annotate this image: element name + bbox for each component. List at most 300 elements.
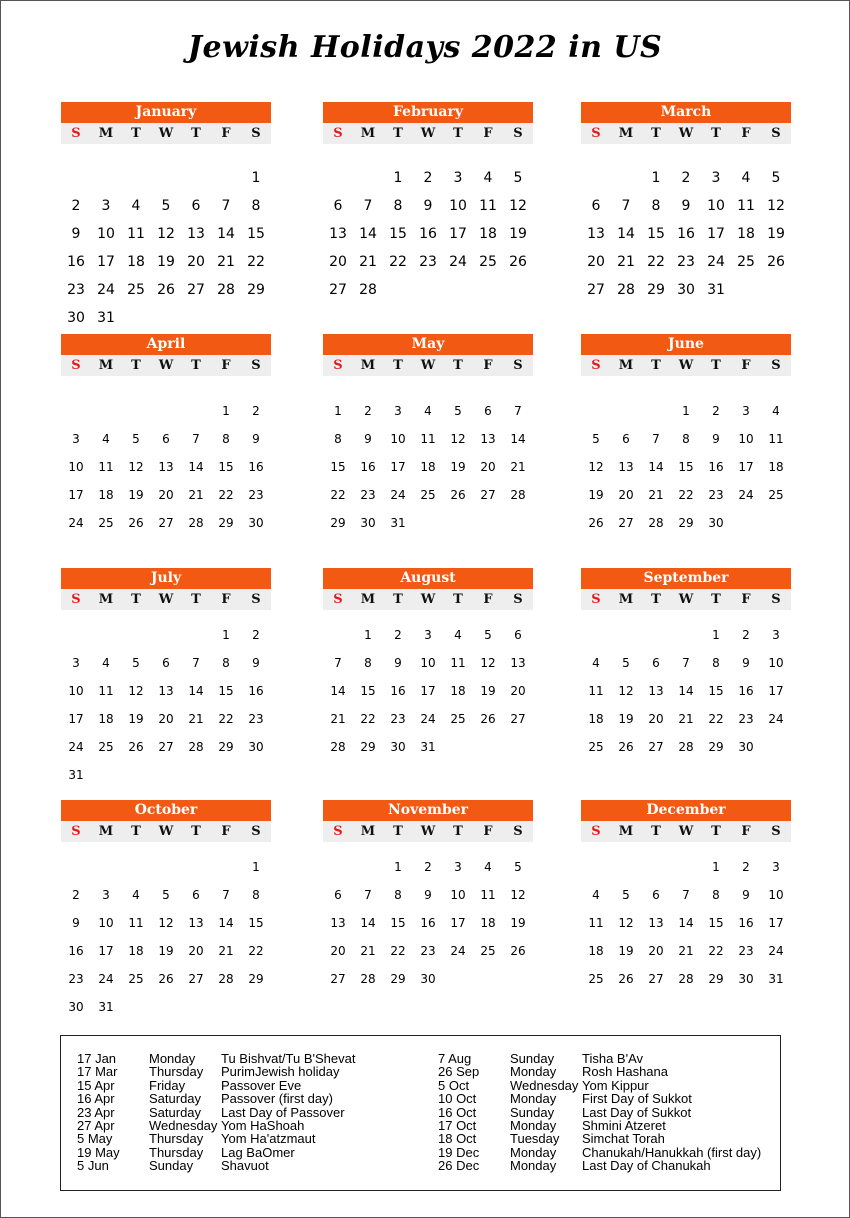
day-cell: 7 bbox=[682, 656, 690, 670]
day-cell: 22 bbox=[389, 254, 407, 270]
day-cell: 8 bbox=[393, 198, 403, 214]
day-cell: 16 bbox=[677, 226, 695, 242]
day-cell: 18 bbox=[588, 944, 604, 958]
day-cell: 10 bbox=[390, 432, 406, 446]
day-cell: 9 bbox=[742, 888, 750, 902]
holiday-name: Tisha B'Av bbox=[582, 1051, 644, 1066]
day-cell: 22 bbox=[218, 712, 234, 726]
day-cell: 3 bbox=[454, 860, 462, 874]
day-cell: 1 bbox=[364, 628, 372, 642]
day-cell: 22 bbox=[247, 254, 265, 270]
day-cell: 9 bbox=[364, 432, 372, 446]
day-cell: 6 bbox=[652, 888, 660, 902]
holiday-date: 18 Oct bbox=[438, 1131, 477, 1147]
day-cell: 26 bbox=[480, 712, 496, 726]
weekday-label: F bbox=[741, 358, 751, 373]
holiday-date: 17 Mar bbox=[77, 1064, 118, 1080]
day-cell: 6 bbox=[191, 198, 201, 214]
weekday-label: S bbox=[771, 358, 781, 373]
day-cell: 15 bbox=[389, 226, 407, 242]
month-header: December bbox=[581, 800, 791, 821]
month-june bbox=[581, 334, 791, 537]
weekday-label: T bbox=[131, 592, 141, 607]
day-cell: 7 bbox=[364, 888, 372, 902]
day-cell: 27 bbox=[158, 740, 174, 754]
day-cell: 17 bbox=[707, 226, 725, 242]
holiday-name: Passover Eve bbox=[221, 1077, 302, 1093]
day-cell: 14 bbox=[648, 460, 664, 474]
day-cell: 2 bbox=[424, 860, 432, 874]
day-cell: 25 bbox=[128, 972, 144, 986]
day-cell: 12 bbox=[767, 198, 785, 214]
day-cell: 24 bbox=[768, 944, 784, 958]
day-cell: 6 bbox=[192, 888, 200, 902]
day-cell: 19 bbox=[450, 460, 466, 474]
empty-cell bbox=[671, 621, 701, 649]
month-header: March bbox=[581, 102, 791, 123]
day-cell: 20 bbox=[330, 944, 346, 958]
day-cell: 18 bbox=[420, 460, 436, 474]
empty-cell bbox=[353, 164, 383, 192]
day-cell: 26 bbox=[618, 972, 634, 986]
day-cell: 23 bbox=[248, 712, 264, 726]
day-cell: 7 bbox=[682, 888, 690, 902]
weekday-label: M bbox=[618, 592, 634, 607]
weekday-label: F bbox=[741, 824, 751, 839]
day-cell: 10 bbox=[768, 888, 784, 902]
day-cell: 3 bbox=[711, 170, 721, 186]
day-cell: 31 bbox=[68, 768, 84, 782]
day-grid bbox=[581, 621, 791, 761]
day-cell: 4 bbox=[424, 404, 432, 418]
empty-cell bbox=[323, 853, 353, 881]
weekday-row bbox=[581, 589, 791, 610]
empty-cell bbox=[611, 164, 641, 192]
holiday-name: Yom Kippur bbox=[582, 1077, 649, 1093]
day-cell: 12 bbox=[480, 656, 496, 670]
weekday-label: T bbox=[711, 824, 721, 839]
weekday-label: F bbox=[483, 592, 493, 607]
weekday-row bbox=[61, 355, 271, 376]
day-cell: 14 bbox=[359, 226, 377, 242]
day-cell: 28 bbox=[359, 282, 377, 298]
month-header: January bbox=[61, 102, 271, 123]
weekday-label: S bbox=[513, 592, 523, 607]
day-cell: 24 bbox=[707, 254, 725, 270]
weekday-label: S bbox=[591, 592, 601, 607]
day-cell: 30 bbox=[390, 740, 406, 754]
empty-cell bbox=[151, 164, 181, 192]
weekday-label: M bbox=[618, 126, 634, 141]
day-cell: 11 bbox=[737, 198, 755, 214]
day-cell: 4 bbox=[592, 888, 600, 902]
day-cell: 26 bbox=[588, 516, 604, 530]
weekday-label: T bbox=[393, 358, 403, 373]
holiday-day: Friday bbox=[149, 1077, 186, 1093]
day-cell: 4 bbox=[483, 170, 493, 186]
day-cell: 11 bbox=[420, 432, 436, 446]
weekday-label: T bbox=[651, 592, 661, 607]
empty-cell bbox=[91, 397, 121, 425]
day-cell: 4 bbox=[454, 628, 462, 642]
day-cell: 2 bbox=[252, 628, 260, 642]
day-cell: 8 bbox=[651, 198, 661, 214]
weekday-label: S bbox=[333, 824, 343, 839]
day-cell: 10 bbox=[97, 226, 115, 242]
empty-cell bbox=[323, 164, 353, 192]
day-cell: 11 bbox=[98, 460, 114, 474]
day-cell: 27 bbox=[158, 516, 174, 530]
weekday-row bbox=[581, 821, 791, 842]
empty-cell bbox=[91, 621, 121, 649]
day-cell: 22 bbox=[248, 944, 264, 958]
day-cell: 5 bbox=[771, 170, 781, 186]
day-cell: 7 bbox=[363, 198, 373, 214]
day-cell: 15 bbox=[247, 226, 265, 242]
day-cell: 31 bbox=[707, 282, 725, 298]
day-cell: 17 bbox=[738, 460, 754, 474]
month-header: October bbox=[61, 800, 271, 821]
weekday-label: T bbox=[191, 126, 201, 141]
day-cell: 8 bbox=[222, 656, 230, 670]
weekday-label: W bbox=[678, 126, 694, 141]
holiday-name: Yom HaShoah bbox=[221, 1117, 305, 1133]
weekday-label: M bbox=[360, 592, 376, 607]
day-cell: 22 bbox=[390, 944, 406, 958]
day-cell: 22 bbox=[360, 712, 376, 726]
holiday-name: Shavuot bbox=[221, 1158, 269, 1174]
weekday-label: F bbox=[221, 126, 231, 141]
day-cell: 7 bbox=[192, 432, 200, 446]
day-cell: 21 bbox=[217, 254, 235, 270]
weekday-row bbox=[323, 821, 533, 842]
day-grid bbox=[323, 164, 533, 304]
weekday-label: S bbox=[591, 824, 601, 839]
day-cell: 8 bbox=[252, 888, 260, 902]
weekday-label: S bbox=[513, 824, 523, 839]
day-cell: 14 bbox=[188, 460, 204, 474]
day-cell: 30 bbox=[708, 516, 724, 530]
weekday-label: F bbox=[221, 358, 231, 373]
month-january bbox=[61, 102, 271, 332]
day-cell: 23 bbox=[360, 488, 376, 502]
holiday-day: Sunday bbox=[149, 1158, 194, 1174]
empty-cell bbox=[611, 621, 641, 649]
day-cell: 6 bbox=[162, 656, 170, 670]
day-cell: 18 bbox=[98, 488, 114, 502]
weekday-label: M bbox=[98, 126, 114, 141]
empty-cell bbox=[353, 853, 383, 881]
day-cell: 18 bbox=[128, 944, 144, 958]
month-july bbox=[61, 568, 271, 789]
empty-cell bbox=[641, 853, 671, 881]
day-cell: 23 bbox=[738, 712, 754, 726]
weekday-label: S bbox=[771, 592, 781, 607]
month-header: July bbox=[61, 568, 271, 589]
weekday-label: S bbox=[513, 126, 523, 141]
weekday-row bbox=[581, 355, 791, 376]
day-cell: 10 bbox=[68, 460, 84, 474]
empty-cell bbox=[581, 621, 611, 649]
day-cell: 13 bbox=[329, 226, 347, 242]
weekday-label: S bbox=[251, 126, 261, 141]
day-cell: 10 bbox=[449, 198, 467, 214]
day-cell: 20 bbox=[158, 712, 174, 726]
day-cell: 31 bbox=[390, 516, 406, 530]
month-september bbox=[581, 568, 791, 761]
month-october bbox=[61, 800, 271, 1021]
day-cell: 4 bbox=[131, 198, 141, 214]
holiday-date: 5 Jun bbox=[77, 1158, 109, 1174]
weekday-label: W bbox=[678, 592, 694, 607]
day-cell: 19 bbox=[618, 944, 634, 958]
holiday-date: 5 Oct bbox=[438, 1077, 470, 1093]
day-cell: 5 bbox=[484, 628, 492, 642]
day-cell: 13 bbox=[480, 432, 496, 446]
day-cell: 4 bbox=[741, 170, 751, 186]
day-cell: 27 bbox=[480, 488, 496, 502]
holiday-name: Shmini Atzeret bbox=[582, 1117, 666, 1133]
day-cell: 19 bbox=[588, 488, 604, 502]
holiday-date: 26 Dec bbox=[438, 1158, 480, 1174]
month-december bbox=[581, 800, 791, 993]
holiday-name: Lag BaOmer bbox=[221, 1144, 295, 1160]
holiday-date: 17 Oct bbox=[438, 1117, 477, 1133]
day-cell: 30 bbox=[248, 740, 264, 754]
day-cell: 29 bbox=[708, 740, 724, 754]
empty-cell bbox=[611, 397, 641, 425]
holiday-name: Last Day of Passover bbox=[221, 1104, 345, 1120]
day-cell: 17 bbox=[420, 684, 436, 698]
month-header: November bbox=[323, 800, 533, 821]
day-cell: 31 bbox=[98, 1000, 114, 1014]
day-cell: 3 bbox=[72, 656, 80, 670]
day-cell: 24 bbox=[449, 254, 467, 270]
day-cell: 9 bbox=[394, 656, 402, 670]
day-cell: 10 bbox=[738, 432, 754, 446]
day-cell: 24 bbox=[738, 488, 754, 502]
day-cell: 26 bbox=[157, 282, 175, 298]
day-cell: 21 bbox=[218, 944, 234, 958]
holiday-name: Chanukah/Hanukkah (first day) bbox=[582, 1144, 762, 1160]
weekday-label: S bbox=[251, 824, 261, 839]
day-cell: 8 bbox=[251, 198, 261, 214]
weekday-label: M bbox=[360, 126, 376, 141]
day-grid bbox=[581, 397, 791, 537]
weekday-label: T bbox=[393, 592, 403, 607]
day-cell: 25 bbox=[127, 282, 145, 298]
day-cell: 15 bbox=[678, 460, 694, 474]
day-cell: 30 bbox=[248, 516, 264, 530]
day-cell: 5 bbox=[514, 860, 522, 874]
day-cell: 14 bbox=[678, 684, 694, 698]
weekday-label: T bbox=[393, 824, 403, 839]
day-cell: 29 bbox=[678, 516, 694, 530]
day-cell: 23 bbox=[420, 944, 436, 958]
weekday-label: S bbox=[591, 358, 601, 373]
day-cell: 28 bbox=[678, 972, 694, 986]
empty-cell bbox=[121, 397, 151, 425]
day-cell: 3 bbox=[101, 198, 111, 214]
day-cell: 1 bbox=[252, 860, 260, 874]
day-cell: 15 bbox=[248, 916, 264, 930]
holiday-day: Saturday bbox=[149, 1091, 202, 1107]
weekday-label: W bbox=[678, 358, 694, 373]
weekday-row bbox=[323, 355, 533, 376]
day-cell: 19 bbox=[509, 226, 527, 242]
day-cell: 25 bbox=[98, 740, 114, 754]
day-cell: 28 bbox=[188, 740, 204, 754]
month-may bbox=[323, 334, 533, 537]
day-cell: 14 bbox=[510, 432, 526, 446]
weekday-label: T bbox=[453, 126, 463, 141]
day-cell: 16 bbox=[68, 944, 84, 958]
day-cell: 29 bbox=[248, 972, 264, 986]
day-grid bbox=[323, 853, 533, 993]
day-cell: 8 bbox=[682, 432, 690, 446]
day-cell: 18 bbox=[737, 226, 755, 242]
day-cell: 20 bbox=[329, 254, 347, 270]
weekday-row bbox=[61, 123, 271, 144]
holiday-date: 7 Aug bbox=[438, 1051, 472, 1066]
weekday-label: S bbox=[333, 592, 343, 607]
day-cell: 30 bbox=[360, 516, 376, 530]
day-cell: 26 bbox=[128, 740, 144, 754]
month-november bbox=[323, 800, 533, 993]
day-cell: 2 bbox=[364, 404, 372, 418]
empty-cell bbox=[181, 164, 211, 192]
day-cell: 21 bbox=[678, 944, 694, 958]
day-cell: 13 bbox=[188, 916, 204, 930]
day-cell: 29 bbox=[647, 282, 665, 298]
day-cell: 1 bbox=[712, 628, 720, 642]
day-cell: 5 bbox=[161, 198, 171, 214]
weekday-label: W bbox=[420, 824, 436, 839]
day-cell: 2 bbox=[71, 198, 81, 214]
day-cell: 26 bbox=[767, 254, 785, 270]
day-cell: 3 bbox=[772, 628, 780, 642]
day-cell: 9 bbox=[712, 432, 720, 446]
day-cell: 18 bbox=[98, 712, 114, 726]
day-cell: 17 bbox=[449, 226, 467, 242]
empty-cell bbox=[61, 397, 91, 425]
day-cell: 16 bbox=[248, 460, 264, 474]
day-cell: 11 bbox=[768, 432, 784, 446]
day-cell: 21 bbox=[360, 944, 376, 958]
day-cell: 23 bbox=[419, 254, 437, 270]
day-cell: 20 bbox=[618, 488, 634, 502]
day-grid bbox=[323, 397, 533, 537]
day-cell: 20 bbox=[158, 488, 174, 502]
day-cell: 26 bbox=[450, 488, 466, 502]
weekday-label: S bbox=[71, 358, 81, 373]
day-cell: 23 bbox=[68, 972, 84, 986]
day-cell: 13 bbox=[648, 916, 664, 930]
weekday-label: F bbox=[221, 592, 231, 607]
holiday-name: Rosh Hashana bbox=[582, 1064, 668, 1080]
day-cell: 21 bbox=[330, 712, 346, 726]
day-cell: 18 bbox=[127, 254, 145, 270]
weekday-label: T bbox=[191, 592, 201, 607]
day-cell: 28 bbox=[330, 740, 346, 754]
month-header: August bbox=[323, 568, 533, 589]
weekday-label: W bbox=[158, 126, 174, 141]
day-cell: 20 bbox=[188, 944, 204, 958]
day-cell: 23 bbox=[738, 944, 754, 958]
day-cell: 11 bbox=[479, 198, 497, 214]
holiday-date: 23 Apr bbox=[77, 1104, 115, 1120]
day-cell: 16 bbox=[248, 684, 264, 698]
day-cell: 10 bbox=[768, 656, 784, 670]
day-cell: 28 bbox=[360, 972, 376, 986]
day-cell: 6 bbox=[333, 198, 343, 214]
day-cell: 9 bbox=[252, 432, 260, 446]
empty-cell bbox=[61, 164, 91, 192]
day-cell: 20 bbox=[510, 684, 526, 698]
weekday-label: T bbox=[711, 592, 721, 607]
day-cell: 25 bbox=[420, 488, 436, 502]
day-cell: 15 bbox=[708, 684, 724, 698]
empty-cell bbox=[61, 853, 91, 881]
day-cell: 30 bbox=[68, 1000, 84, 1014]
holiday-name: Last Day of Sukkot bbox=[582, 1104, 692, 1120]
weekday-label: F bbox=[483, 126, 493, 141]
weekday-label: M bbox=[360, 358, 376, 373]
day-cell: 14 bbox=[617, 226, 635, 242]
day-cell: 4 bbox=[102, 432, 110, 446]
weekday-label: W bbox=[678, 824, 694, 839]
day-cell: 23 bbox=[67, 282, 85, 298]
day-cell: 24 bbox=[98, 972, 114, 986]
day-cell: 10 bbox=[98, 916, 114, 930]
day-cell: 17 bbox=[97, 254, 115, 270]
day-cell: 13 bbox=[330, 916, 346, 930]
day-cell: 18 bbox=[450, 684, 466, 698]
day-cell: 3 bbox=[453, 170, 463, 186]
empty-cell bbox=[323, 621, 353, 649]
holiday-day: Tuesday bbox=[510, 1131, 560, 1147]
day-cell: 5 bbox=[622, 888, 630, 902]
day-grid bbox=[581, 164, 791, 304]
day-cell: 10 bbox=[450, 888, 466, 902]
day-cell: 9 bbox=[681, 198, 691, 214]
day-cell: 30 bbox=[677, 282, 695, 298]
day-cell: 4 bbox=[772, 404, 780, 418]
day-cell: 12 bbox=[450, 432, 466, 446]
day-cell: 7 bbox=[652, 432, 660, 446]
holiday-date: 19 May bbox=[77, 1144, 120, 1160]
holiday-day: Wednesday bbox=[510, 1077, 579, 1093]
holiday-name: Tu Bishvat/Tu B'Shevat bbox=[221, 1051, 356, 1066]
day-cell: 2 bbox=[394, 628, 402, 642]
day-cell: 11 bbox=[588, 916, 604, 930]
day-cell: 12 bbox=[618, 916, 634, 930]
day-cell: 7 bbox=[621, 198, 631, 214]
holiday-date: 27 Apr bbox=[77, 1117, 115, 1133]
day-cell: 9 bbox=[72, 916, 80, 930]
holiday-day: Saturday bbox=[149, 1104, 202, 1120]
weekday-label: S bbox=[251, 358, 261, 373]
empty-cell bbox=[121, 164, 151, 192]
day-cell: 6 bbox=[652, 656, 660, 670]
day-cell: 26 bbox=[158, 972, 174, 986]
empty-cell bbox=[581, 853, 611, 881]
day-cell: 12 bbox=[128, 684, 144, 698]
day-cell: 28 bbox=[218, 972, 234, 986]
day-cell: 25 bbox=[737, 254, 755, 270]
day-cell: 29 bbox=[247, 282, 265, 298]
day-cell: 29 bbox=[390, 972, 406, 986]
